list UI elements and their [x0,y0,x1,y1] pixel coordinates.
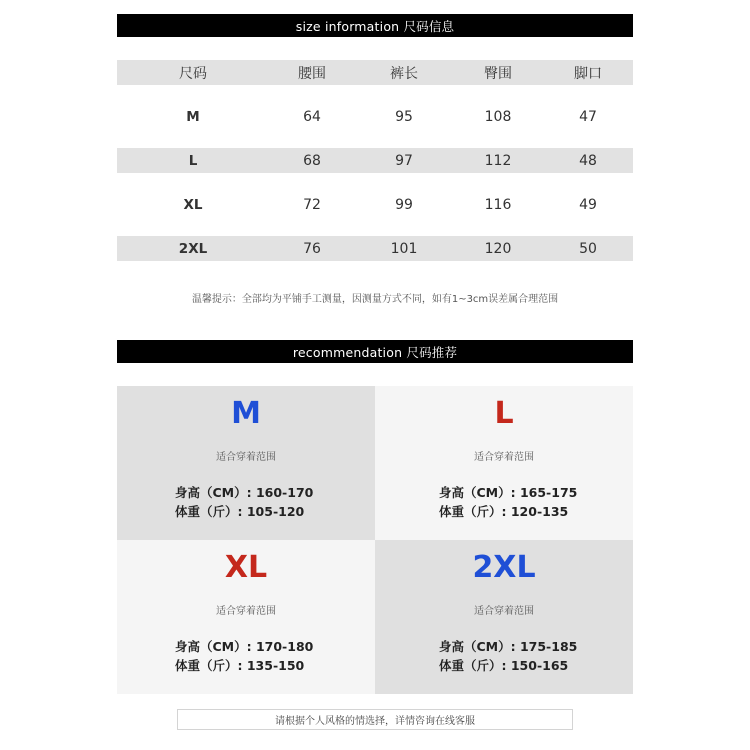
card-specs [439,483,577,521]
hip-value: 112 [484,152,512,169]
table-row [117,148,633,173]
size-info-header-text: size information 尺码信息 [295,18,455,34]
card-weight-range: 体重（斤）: 135-150 [175,658,305,673]
card-size-label: XL [224,550,268,585]
waist-value: 64 [303,108,321,125]
length-value: 97 [395,152,413,169]
size-label-m: M [186,108,200,125]
size-info-header-bar [117,14,633,37]
card-weight-range: 体重（斤）: 150-165 [439,658,569,673]
footer-note-box [177,709,573,730]
column-header-hip: 臀围 [484,65,512,82]
column-header-waist: 腰围 [298,65,326,82]
card-fit-label: 适合穿着范围 [474,606,534,617]
column-header-size: 尺码 [179,65,207,82]
waist-value: 68 [303,152,321,169]
length-value: 101 [390,240,418,257]
card-size-label: L [494,396,514,431]
size-label-xl: XL [183,196,203,213]
card-height-range: 身高（CM）: 170-180 [175,639,314,654]
recommendation-card-2xl [375,540,633,694]
hip-value: 120 [484,240,512,257]
hip-value: 116 [484,196,512,213]
recommendation-header-bar [117,340,633,363]
card-fit-label: 适合穿着范围 [474,452,534,463]
card-specs [439,637,577,675]
measurement-note: 温馨提示：全部均为平铺手工测量，因测量方式不同，如有1~3cm误差属合理范围 [191,294,559,305]
table-row [117,104,633,129]
card-height-range: 身高（CM）: 175-185 [439,639,578,654]
card-fit-label: 适合穿着范围 [216,452,276,463]
waist-value: 72 [303,196,321,213]
card-weight-range: 体重（斤）: 105-120 [175,504,305,519]
card-weight-range: 体重（斤）: 120-135 [439,504,569,519]
card-size-label: 2XL [472,550,536,585]
length-value: 99 [395,196,413,213]
card-specs [175,637,313,675]
column-header-length: 裤长 [390,65,418,82]
recommendation-grid [117,386,633,693]
recommendation-card-m [117,386,375,540]
card-height-range: 身高（CM）: 165-175 [439,485,578,500]
hem-value: 48 [579,152,597,169]
recommendation-card-l [375,386,633,540]
size-table [117,60,633,261]
waist-value: 76 [303,240,321,257]
table-row [117,192,633,217]
size-label-2xl: 2XL [178,240,208,257]
size-table-header-row [117,60,633,85]
hem-value: 50 [579,240,597,257]
hip-value: 108 [484,108,512,125]
hem-value: 47 [579,108,597,125]
table-row [117,236,633,261]
card-specs [175,483,313,521]
recommendation-card-xl [117,540,375,694]
card-size-label: M [231,396,261,431]
card-fit-label: 适合穿着范围 [216,606,276,617]
footer-note-text: 请根据个人风格的情选择，详情咨询在线客服 [275,716,475,727]
card-height-range: 身高（CM）: 160-170 [175,485,314,500]
size-label-l: L [188,152,198,169]
column-header-hem: 脚口 [574,65,602,82]
hem-value: 49 [579,196,597,213]
recommendation-header-text: recommendation 尺码推荐 [292,344,458,360]
length-value: 95 [395,108,413,125]
